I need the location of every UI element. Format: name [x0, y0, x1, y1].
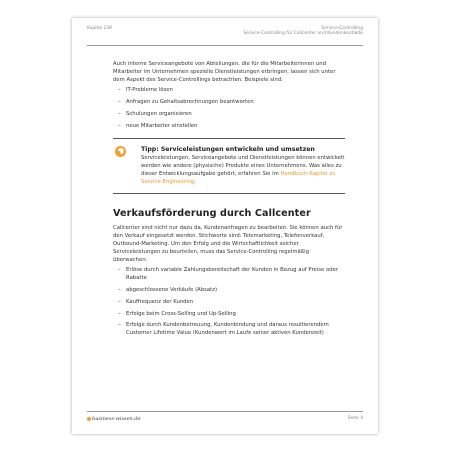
header-section-title: Service-Controlling — [321, 26, 363, 31]
section-list — [113, 267, 345, 338]
intro-paragraph: Auch interne Serviceangebote von Abteilungen, die für die Mitarbeiterinnen und Mitarbeiter im Unternehmen spezielle Dienstleistungen erbringen, lassen sich unter dem Aspekt des Service-Controllings betrachten. Beispiele sind: — [113, 61, 336, 83]
list-item: – IT-Probleme lösen — [118, 87, 345, 95]
intro-list — [113, 87, 345, 130]
logo-text: business-wissen.de — [92, 416, 141, 422]
list-item: – Schulungen organisieren — [118, 111, 345, 119]
logo-dot-icon — [87, 417, 91, 421]
header-section-subtitle: Service-Controlling für Callcenter und Kundenkontakte — [243, 31, 363, 37]
list-item: – abgeschlossene Verkäufe (Absatz) — [118, 287, 345, 295]
handbook-chapter-link[interactable]: Handbuch-Kapitel zu Service-Engineering — [141, 170, 336, 185]
page-header — [87, 25, 363, 46]
tip-text-end: . — [194, 178, 196, 185]
chapter-label: Kapitel 238 — [87, 26, 112, 31]
tip-title: Tipp: Serviceleistungen entwickeln und umsetzen — [141, 145, 315, 153]
section-heading: Verkaufsförderung durch Callcenter — [113, 207, 311, 219]
list-item: – Erlöse durch variable Zahlungsbereitschaft der Kunden in Bezug auf Preise oder Rabatte — [118, 267, 345, 283]
list-item: – neue Mitarbeiter einstellen — [118, 123, 345, 131]
site-logo[interactable] — [87, 416, 141, 422]
tip-box — [113, 138, 345, 194]
page-footer — [87, 411, 363, 424]
header-titles — [243, 26, 363, 36]
list-item: – Anfragen zu Gehaltsabrechnungen beantworten — [118, 99, 345, 107]
document-page — [72, 18, 378, 434]
list-item: – Kauffrequenz der Kunden — [118, 299, 345, 307]
tip-text: Serviceleistungen, Serviceangebote und Dienstleistungen können entwickelt werden wie andere (physische) Produkte eines Unternehmens. Was alles zu dieser Entwicklungsaufgabe gehört, erfahren Sie im — [141, 155, 345, 177]
section-paragraph: Callcenter sind nicht nur dazu da, Kundenanfragen zu bearbeiten. Sie können auch für den Verkauf eingesetzt werden. Stichworte sind: Telemarketing, Telefonverkauf, Outbound-Marketing. Um den Erfolg und die Wirtschaftlichkeit solcher Serviceleistungen zu beurteilen, muss das Service-Controlling regelmäßig überwachen: — [113, 225, 343, 263]
page-number: Seite 4 — [347, 416, 363, 421]
list-item: – Erfolge beim Cross-Selling und Up-Selling — [118, 311, 345, 319]
tip-icon — [115, 146, 126, 157]
page-content — [113, 61, 345, 342]
list-item: – Erfolge durch Kundenbetreuung, Kundenbindung und daraus resultierendem Customer Lifetime Value (Kundenwert im Laufe seiner aktiven Kundenzeit) — [118, 322, 345, 338]
tip-text-block — [141, 155, 345, 186]
